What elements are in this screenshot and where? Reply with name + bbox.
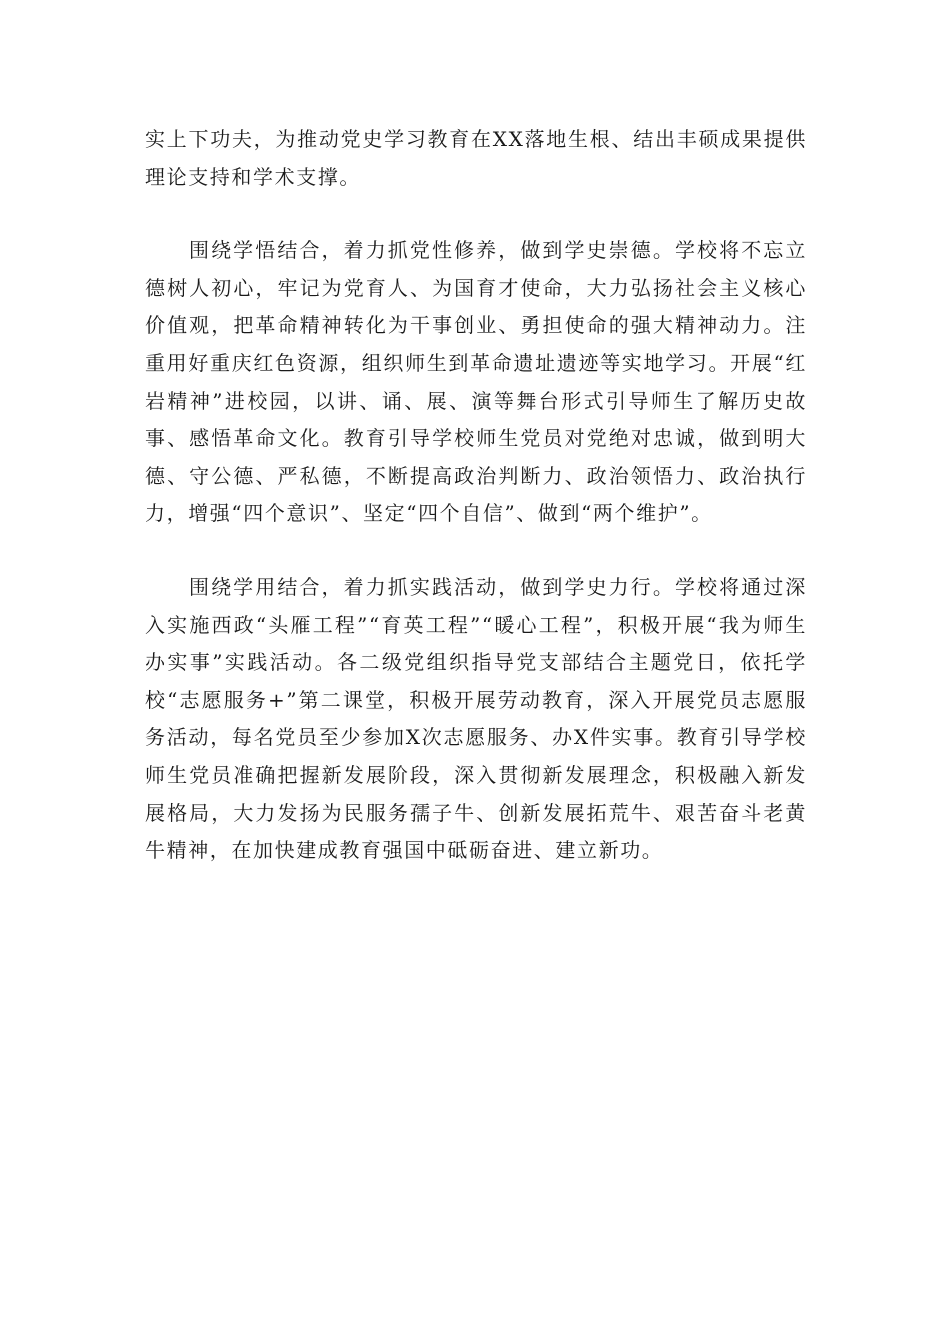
paragraph-continuation: 实上下功夫，为推动党史学习教育在XX落地生根、结出丰硕成果提供理论支持和学术支撑。 [145,127,807,189]
paragraph-party-spirit: 围绕学悟结合，着力抓党性修养，做到学史崇德。学校将不忘立德树人初心，牢记为党育人、为国育才使命，大力弘扬社会主义核心价值观，把革命精神转化为干事创业、勇担使命的强大精神动力。注重用好重庆红色资源，组织师生到革命遗址遗迹等实地学习。开展“红岩精神”进校园，以讲、诵、展、演等舞台形式引导师生了解历史故事、感悟革命文化。教育引导学校师生党员对党绝对忠诚，做到明大德、守公德、严私德，不断提高政治判断力、政治领悟力、政治执行力，增强“四个意识”、坚定“四个自信”、做到“两个维护”。 [145,238,807,526]
paragraph-practice: 围绕学用结合，着力抓实践活动，做到学史力行。学校将通过深入实施西政“头雁工程”“育英工程”“暖心工程”，积极开展“我为师生办实事”实践活动。各二级党组织指导党支部结合主题党日，依托学校“志愿服务+”第二课堂，积极开展劳动教育，深入开展党员志愿服务活动，每名党员至少参加X次志愿服务、办X件实事。教育引导学校师生党员准确把握新发展阶段，深入贯彻新发展理念，积极融入新发展格局，大力发扬为民服务孺子牛、创新发展拓荒牛、艰苦奋斗老黄牛精神，在加快建成教育强国中砥砺奋进、建立新功。 [145,574,807,863]
paragraph-gap [145,196,807,232]
paragraph-gap [145,533,807,569]
document-body [145,121,807,870]
